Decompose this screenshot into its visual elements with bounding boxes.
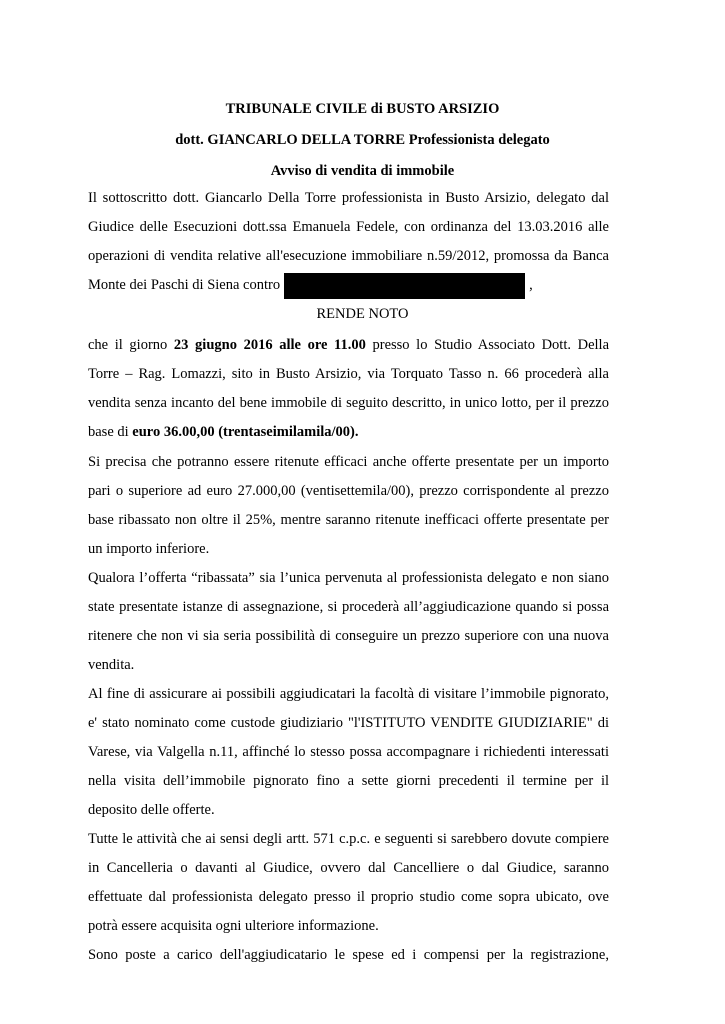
- text-line: Al fine di assicurare ai possibili aggiudicatari la facoltà di visitare l’immobile pignorato,: [88, 686, 609, 702]
- text-line: pari o superiore ad euro 27.000,00 (ventisettemila/00), prezzo corrispondente al prezzo: [88, 483, 609, 499]
- text-line: e' stato nominato come custode giudiziario "l'ISTITUTO VENDITE GIUDIZIARIE" di: [88, 715, 609, 731]
- paragraph-auction-date: [88, 331, 609, 447]
- text-line: ritenere che non vi sia seria possibilità di conseguire un prezzo superiore con una nuova: [88, 628, 609, 644]
- text-line: nella visita dell’immobile pignorato fino a sette giorni precedenti il termine per il: [88, 773, 609, 789]
- text-line: Sono poste a carico dell'aggiudicatario le spese ed i compensi per la registrazione,: [88, 947, 609, 963]
- text-line: Qualora l’offerta “ribassata” sia l’unica pervenuta al professionista delegato e non siano: [88, 570, 609, 586]
- auction-date-bold: 23 giugno 2016 alle ore 11.00: [173, 337, 366, 353]
- text-segment: base di: [88, 424, 129, 440]
- rende-noto-heading: RENDE NOTO: [316, 306, 409, 322]
- text-line: operazioni di vendita relative all'esecuzione immobiliare n.59/2012, promossa da Banca: [88, 248, 609, 264]
- text-line: deposito delle offerte.: [88, 802, 215, 818]
- text-segment: presso lo Studio Associato Dott. Della: [372, 337, 610, 353]
- paragraph-offers: [88, 448, 609, 970]
- notice-title: Avviso di vendita di immobile: [270, 163, 455, 179]
- text-line: vendita.: [88, 657, 135, 673]
- text-line: base ribassato non oltre il 25%, mentre saranno ritenute inefficaci offerte presentate per: [88, 512, 609, 528]
- text-segment: Monte dei Paschi di Siena contro: [88, 277, 281, 293]
- text-line: Il sottoscritto dott. Giancarlo Della Torre professionista in Busto Arsizio, delegato dal: [88, 190, 609, 206]
- text-line: Torre – Rag. Lomazzi, sito in Busto Arsizio, via Torquato Tasso n. 66 procederà alla: [88, 366, 609, 382]
- text-line: [88, 418, 609, 447]
- text-line: Varese, via Valgella n.11, affinché lo stesso possa accompagnare i richiedenti interessati: [88, 744, 609, 760]
- paragraph-intro: [88, 184, 609, 300]
- text-line: in Cancelleria o davanti al Giudice, ovvero dal Cancelliere o dal Giudice, saranno: [88, 860, 609, 876]
- court-heading: TRIBUNALE CIVILE di BUSTO ARSIZIO: [225, 101, 500, 117]
- text-segment: che il giorno: [88, 337, 168, 353]
- text-line: [88, 331, 609, 360]
- text-line: state presentate istanze di assegnazione, si procederà all’aggiudicazione quando si possa: [88, 599, 609, 615]
- text-line: effettuate dal professionista delegato presso il proprio studio come sopra ubicato, ove: [88, 889, 609, 905]
- text-line: potrà essere acquisita ogni ulteriore informazione.: [88, 918, 379, 934]
- text-line: vendita senza incanto del bene immobile di seguito descritto, in unico lotto, per il prezzo: [88, 395, 609, 411]
- text-line: Si precisa che potranno essere ritenute efficaci anche offerte presentate per un importo: [88, 454, 609, 470]
- redaction-box: [284, 273, 525, 299]
- base-price-bold: euro 36.00,00 (trentaseimilamila/00).: [132, 424, 359, 440]
- text-line: un importo inferiore.: [88, 541, 210, 557]
- text-line: [88, 271, 609, 300]
- text-line: Giudice delle Esecuzioni dott.ssa Emanuela Fedele, con ordinanza del 13.03.2016 alle: [88, 219, 609, 235]
- delegate-heading: dott. GIANCARLO DELLA TORRE Professionista delegato: [175, 132, 550, 148]
- text-segment: ,: [529, 277, 533, 293]
- text-line: Tutte le attività che ai sensi degli artt. 571 c.p.c. e seguenti si sarebbero dovute compiere: [88, 831, 609, 847]
